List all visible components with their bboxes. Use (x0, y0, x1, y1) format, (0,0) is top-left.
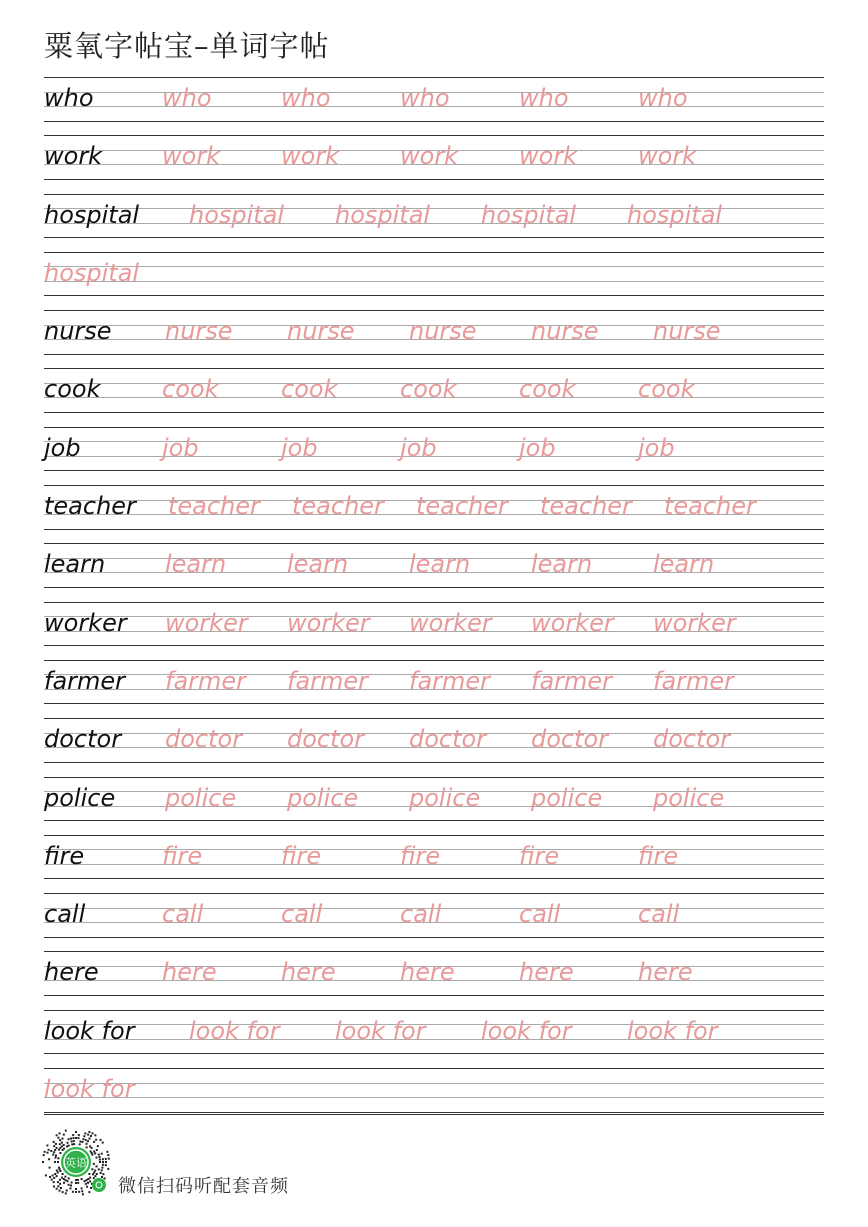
practice-rows (44, 77, 824, 1126)
trace-word: teacher (540, 492, 632, 521)
trace-word: who (638, 84, 688, 112)
ruled-line (44, 835, 824, 836)
trace-word: here (519, 958, 574, 987)
trace-word: hospital (189, 200, 285, 229)
trace-word: police (531, 783, 603, 812)
trace-word: call (281, 900, 323, 929)
trace-word: look for (481, 1016, 572, 1045)
trace-word: here (281, 958, 336, 987)
ruled-line (44, 1053, 824, 1054)
trace-word: farmer (287, 666, 369, 695)
ruled-line (44, 995, 824, 996)
trace-word: learn (653, 550, 715, 579)
trace-word: doctor (287, 725, 365, 754)
ruled-line (44, 937, 824, 938)
page-title: 粟氧字帖宝–单词字帖 (44, 29, 330, 63)
practice-row (44, 543, 824, 601)
ruled-line (44, 179, 824, 180)
ruled-line (44, 354, 824, 355)
ruled-line (44, 820, 824, 821)
practice-row (44, 77, 824, 135)
ruled-line (44, 310, 824, 311)
trace-word: cook (162, 375, 219, 404)
model-word: farmer (44, 666, 126, 695)
ruled-line (44, 427, 824, 428)
practice-row (44, 427, 824, 485)
ruled-line (44, 412, 824, 413)
trace-word: farmer (653, 666, 735, 695)
practice-row (44, 718, 824, 776)
trace-word: nurse (653, 317, 721, 346)
trace-word: hospital (44, 258, 140, 287)
trace-word: who (281, 84, 331, 112)
ruled-line (44, 878, 824, 879)
ruled-line (44, 951, 824, 952)
ruled-line (44, 703, 824, 704)
ruled-line (44, 1083, 824, 1084)
trace-word: worker (409, 608, 492, 637)
practice-row (44, 835, 824, 893)
ruled-line (44, 485, 824, 486)
trace-word: hospital (335, 200, 431, 229)
model-word: doctor (44, 725, 122, 754)
trace-word: nurse (409, 317, 477, 346)
model-word: cook (44, 375, 101, 404)
model-word: who (44, 84, 94, 112)
trace-word: farmer (531, 666, 613, 695)
trace-word: look for (44, 1075, 135, 1104)
trace-word: who (400, 84, 450, 112)
trace-word: here (162, 958, 217, 987)
trace-word: worker (165, 608, 248, 637)
trace-word: work (519, 142, 578, 171)
model-word: worker (44, 608, 127, 637)
trace-word: who (519, 84, 569, 112)
ruled-line (44, 529, 824, 530)
practice-row (44, 777, 824, 835)
trace-word: work (400, 142, 459, 171)
trace-word: here (400, 958, 455, 987)
model-word: work (44, 142, 103, 171)
trace-word: doctor (165, 725, 243, 754)
trace-word: look for (335, 1016, 426, 1045)
trace-word: fire (281, 841, 322, 870)
trace-word: cook (638, 375, 695, 404)
qr-badge-label: 英语 (65, 1156, 87, 1170)
trace-word: teacher (168, 492, 260, 521)
trace-word: learn (287, 550, 349, 579)
trace-word: look for (189, 1016, 280, 1045)
practice-row (44, 485, 824, 543)
trace-word: here (638, 958, 693, 987)
trace-word: learn (531, 550, 593, 579)
practice-row (44, 1010, 824, 1068)
trace-word: police (409, 783, 481, 812)
trace-word: hospital (627, 200, 723, 229)
trace-word: look for (627, 1016, 718, 1045)
model-word: teacher (44, 492, 136, 521)
model-word: nurse (44, 317, 112, 346)
trace-word: nurse (531, 317, 599, 346)
trace-word: police (287, 783, 359, 812)
ruled-line (44, 1068, 824, 1069)
trace-word: who (162, 84, 212, 112)
trace-word: police (653, 783, 725, 812)
footer-text: 微信扫码听配套音频 (118, 1176, 289, 1197)
ruled-line (44, 602, 824, 603)
trace-word: worker (531, 608, 614, 637)
ruled-line-bottom (44, 1114, 824, 1115)
ruled-line (44, 718, 824, 719)
trace-word: doctor (409, 725, 487, 754)
ruled-line (44, 762, 824, 763)
model-word: here (44, 958, 99, 987)
trace-word: farmer (409, 666, 491, 695)
trace-word: learn (165, 550, 227, 579)
trace-word: job (519, 433, 556, 462)
ruled-line (44, 77, 824, 78)
model-word: fire (44, 841, 85, 870)
trace-word: work (281, 142, 340, 171)
practice-row (44, 194, 824, 252)
ruled-line (44, 587, 824, 588)
model-word: police (44, 783, 116, 812)
trace-word: police (165, 783, 237, 812)
practice-row (44, 135, 824, 193)
ruled-line (44, 295, 824, 296)
trace-word: doctor (531, 725, 609, 754)
practice-row (44, 368, 824, 426)
model-word: learn (44, 550, 106, 579)
trace-word: cook (400, 375, 457, 404)
trace-word: teacher (664, 492, 756, 521)
ruled-line (44, 660, 824, 661)
trace-word: fire (519, 841, 560, 870)
trace-word: call (638, 900, 680, 929)
ruled-line (44, 252, 824, 253)
model-word: job (44, 433, 81, 462)
trace-word: nurse (287, 317, 355, 346)
ruled-line (44, 645, 824, 646)
ruled-line (44, 135, 824, 136)
trace-word: learn (409, 550, 471, 579)
trace-word: worker (653, 608, 736, 637)
ruled-line (44, 237, 824, 238)
footer (40, 1126, 440, 1198)
ruled-line (44, 121, 824, 122)
trace-word: nurse (165, 317, 233, 346)
trace-word: fire (638, 841, 679, 870)
trace-word: call (519, 900, 561, 929)
ruled-line (44, 470, 824, 471)
ruled-line (44, 543, 824, 544)
practice-row (44, 660, 824, 718)
trace-word: fire (400, 841, 441, 870)
trace-word: worker (287, 608, 370, 637)
trace-word: job (162, 433, 199, 462)
practice-row (44, 602, 824, 660)
ruled-line (44, 1112, 824, 1113)
trace-word: cook (519, 375, 576, 404)
ruled-line (44, 777, 824, 778)
practice-row (44, 951, 824, 1009)
trace-word: job (638, 433, 675, 462)
trace-word: work (162, 142, 221, 171)
trace-word: hospital (481, 200, 577, 229)
trace-word: call (400, 900, 442, 929)
trace-word: cook (281, 375, 338, 404)
practice-row (44, 252, 824, 310)
model-word: look for (44, 1016, 135, 1045)
trace-word: fire (162, 841, 203, 870)
ruled-line (44, 1010, 824, 1011)
trace-word: job (400, 433, 437, 462)
practice-row (44, 1068, 824, 1126)
ruled-line (44, 194, 824, 195)
trace-word: call (162, 900, 204, 929)
trace-word: teacher (416, 492, 508, 521)
ruled-line (44, 893, 824, 894)
ruled-line (44, 281, 824, 282)
practice-row (44, 310, 824, 368)
ruled-line (44, 1097, 824, 1098)
trace-word: teacher (292, 492, 384, 521)
model-word: call (44, 900, 86, 929)
ruled-line (44, 266, 824, 267)
trace-word: job (281, 433, 318, 462)
model-word: hospital (44, 200, 140, 229)
qr-code-icon[interactable] (40, 1126, 112, 1198)
trace-word: farmer (165, 666, 247, 695)
ruled-line (44, 368, 824, 369)
practice-row (44, 893, 824, 951)
trace-word: work (638, 142, 697, 171)
trace-word: doctor (653, 725, 731, 754)
